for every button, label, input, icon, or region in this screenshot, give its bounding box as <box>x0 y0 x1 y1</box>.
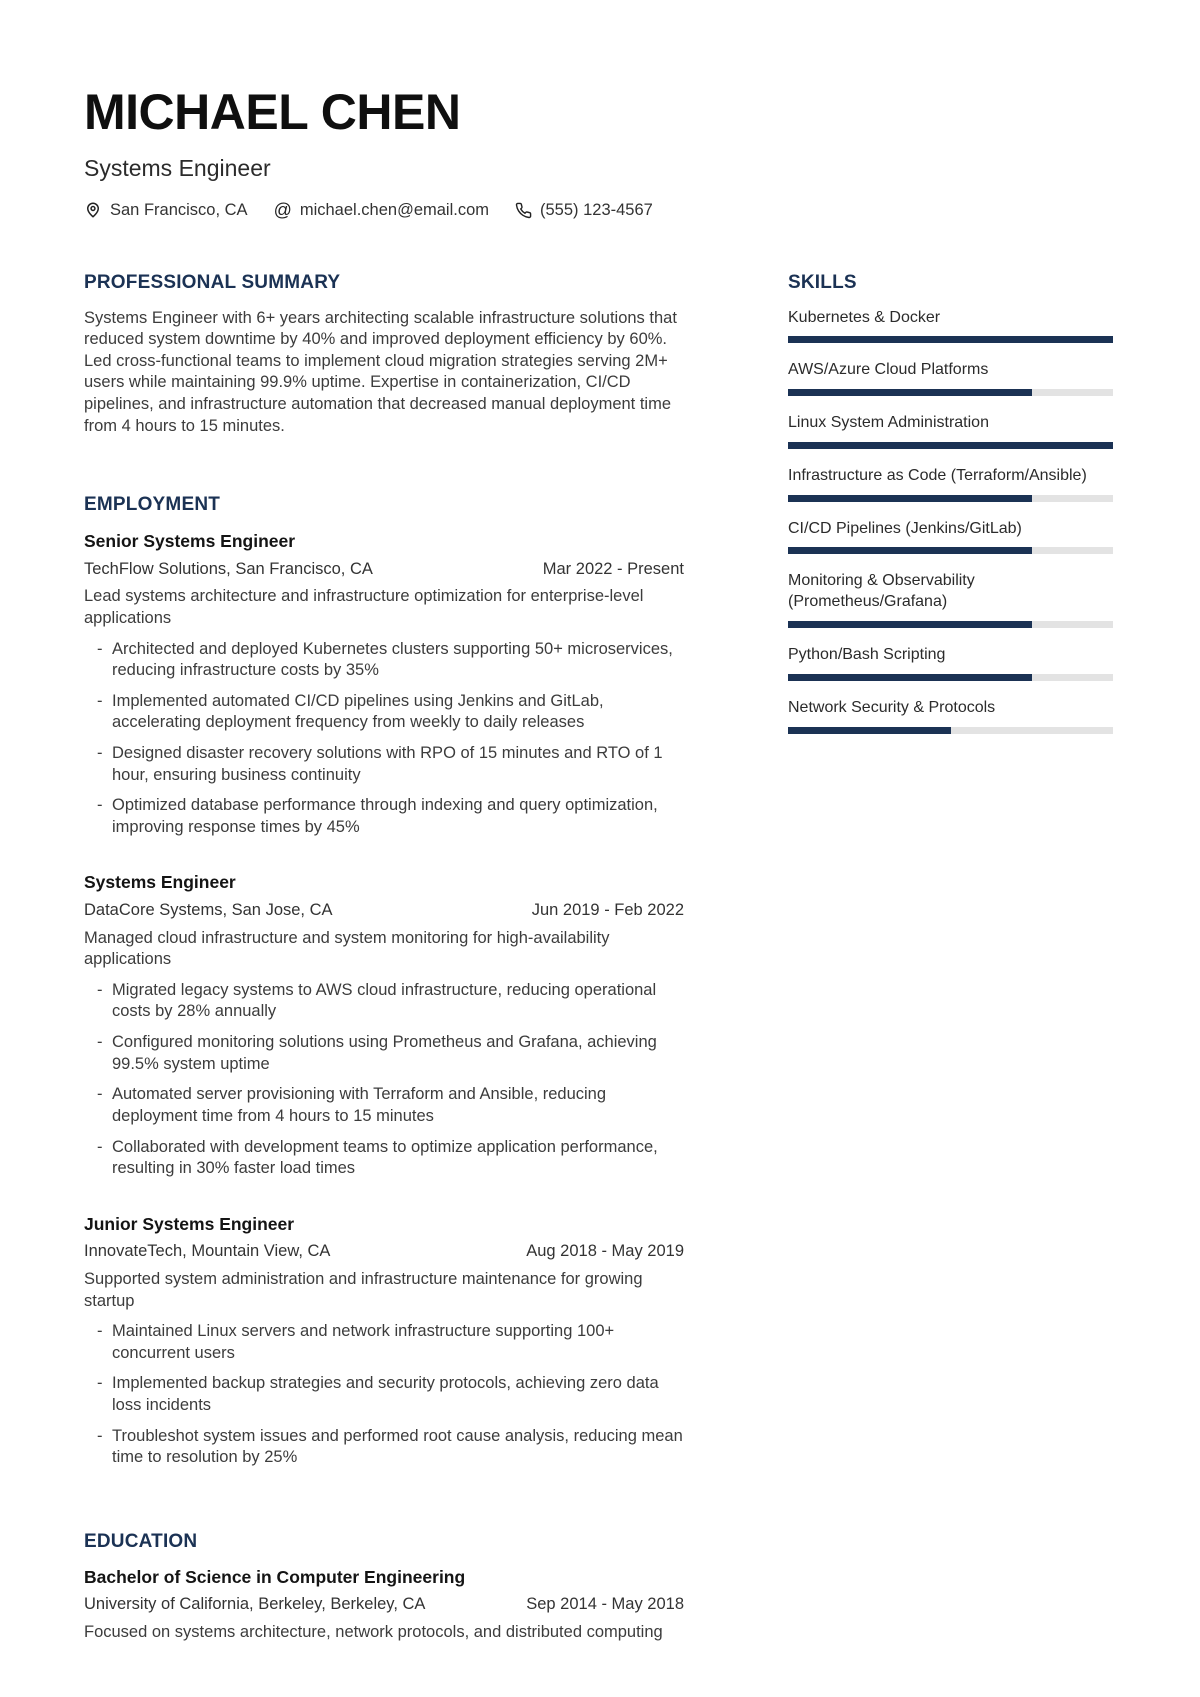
skill-item <box>788 360 1113 396</box>
job-title: Junior Systems Engineer <box>84 1213 295 1234</box>
skill-item <box>788 413 1113 449</box>
skill-bar-fill <box>788 442 1113 449</box>
email-text: michael.chen@email.com <box>299 200 489 219</box>
job-bullet: - Implemented backup strategies and security protocols, achieving zero data loss incidents <box>84 1373 684 1416</box>
skills-heading: SKILLS <box>788 271 857 293</box>
job-bullet: - Maintained Linux servers and network infrastructure supporting 100+ concurrent users <box>84 1321 684 1364</box>
contact-row <box>84 201 1113 220</box>
skill-bar-track <box>788 389 1113 396</box>
job-bullet: - Implemented automated CI/CD pipelines using Jenkins and GitLab, accelerating deployment frequency from weekly to daily releases <box>84 691 684 734</box>
job-bullets <box>84 1321 684 1469</box>
skill-bar-fill <box>788 727 951 734</box>
job-entry <box>84 871 684 1179</box>
education-section <box>84 1531 684 1644</box>
summary-heading: PROFESSIONAL SUMMARY <box>84 271 341 293</box>
resume-header <box>84 86 1113 220</box>
location-text: San Francisco, CA <box>110 200 248 219</box>
job-title: Systems Engineer <box>84 872 236 893</box>
main-column <box>84 272 684 1644</box>
skill-bar-fill <box>788 336 1113 343</box>
job-dates: Mar 2022 - Present <box>542 559 684 578</box>
job-dates: Aug 2018 - May 2019 <box>526 1242 684 1261</box>
education-dates: Sep 2014 - May 2018 <box>526 1594 684 1613</box>
education-degree: Bachelor of Science in Computer Engineering <box>84 1566 466 1587</box>
contact-email <box>274 201 489 220</box>
contact-phone <box>515 201 653 220</box>
skill-bar-track <box>788 727 1113 734</box>
job-entry <box>84 530 684 838</box>
content-columns <box>84 272 1113 1644</box>
job-bullet: - Migrated legacy systems to AWS cloud infrastructure, reducing operational costs by 28% annually <box>84 980 684 1023</box>
job-bullets <box>84 639 684 839</box>
job-bullet: - Troubleshot system issues and performed root cause analysis, reducing mean time to resolution by 25% <box>84 1426 684 1469</box>
job-bullet: - Designed disaster recovery solutions with RPO of 15 minutes and RTO of 1 hour, ensuring business continuity <box>84 743 684 786</box>
candidate-title: Systems Engineer <box>84 154 271 181</box>
skill-bar-track <box>788 621 1113 628</box>
skill-item <box>788 308 1113 344</box>
skill-bar-fill <box>788 674 1032 681</box>
skill-item <box>788 698 1113 734</box>
location-pin-icon <box>84 201 102 219</box>
job-description: Lead systems architecture and infrastructure optimization for enterprise-level applications <box>84 587 644 627</box>
skills-sidebar <box>788 272 1113 1644</box>
skill-label: Infrastructure as Code (Terraform/Ansible) <box>788 466 1087 484</box>
candidate-name: MICHAEL CHEN <box>84 84 461 140</box>
job-description: Managed cloud infrastructure and system monitoring for high-availability applications <box>84 928 610 969</box>
employment-section <box>84 494 684 1469</box>
job-bullets <box>84 980 684 1180</box>
education-meta <box>84 1594 684 1615</box>
job-description: Supported system administration and infrastructure maintenance for growing startup <box>84 1269 643 1310</box>
skill-bar-fill <box>788 495 1032 502</box>
skill-item <box>788 645 1113 681</box>
skill-label: Linux System Administration <box>788 414 989 432</box>
skill-label: AWS/Azure Cloud Platforms <box>788 361 989 379</box>
skill-bar-track <box>788 442 1113 449</box>
education-school: University of California, Berkeley, Berkeley, CA <box>84 1594 426 1613</box>
skill-bar-fill <box>788 389 1032 396</box>
job-bullet: - Configured monitoring solutions using Prometheus and Grafana, achieving 99.5% system uptime <box>84 1032 684 1075</box>
summary-text: Systems Engineer with 6+ years architecting scalable infrastructure solutions that reduced system downtime by 40% and improved deployment efficiency by 60%. Led cross-functional teams to implement cloud migration strategies serving 2M+ users while maintaining 99.9% uptime. Expertise in containerization, CI/CD pipelines, and infrastructure automation that decreased manual deployment time from 4 hours to 15 minutes. <box>84 308 677 435</box>
skill-bar-track <box>788 336 1113 343</box>
skill-bar-fill <box>788 621 1032 628</box>
employment-heading: EMPLOYMENT <box>84 494 221 516</box>
skill-bar-fill <box>788 547 1032 554</box>
skill-item <box>788 571 1113 628</box>
job-company: TechFlow Solutions, San Francisco, CA <box>84 559 373 578</box>
job-entry <box>84 1213 684 1469</box>
skill-item <box>788 519 1113 555</box>
job-bullet: - Automated server provisioning with Terraform and Ansible, reducing deployment time from 4 hours to 15 minutes <box>84 1084 684 1127</box>
education-heading: EDUCATION <box>84 1530 198 1552</box>
job-dates: Jun 2019 - Feb 2022 <box>531 901 684 920</box>
job-bullet: - Architected and deployed Kubernetes clusters supporting 50+ microservices, reducing infrastructure costs by 35% <box>84 639 684 682</box>
job-company: InnovateTech, Mountain View, CA <box>84 1242 331 1261</box>
skill-label: Network Security & Protocols <box>788 698 996 716</box>
skill-item <box>788 466 1113 502</box>
job-meta <box>84 559 684 580</box>
skill-label: CI/CD Pipelines (Jenkins/GitLab) <box>788 519 1022 537</box>
job-meta <box>84 900 684 921</box>
summary-section <box>84 272 684 438</box>
job-bullet: - Collaborated with development teams to optimize application performance, resulting in 30% faster load times <box>84 1137 684 1180</box>
education-description: Focused on systems architecture, network protocols, and distributed computing <box>84 1623 663 1642</box>
phone-icon <box>515 202 532 219</box>
job-bullet: - Optimized database performance through indexing and query optimization, improving response times by 45% <box>84 795 684 838</box>
job-meta <box>84 1241 684 1262</box>
skill-label: Python/Bash Scripting <box>788 646 946 664</box>
job-company: DataCore Systems, San Jose, CA <box>84 901 333 920</box>
contact-location <box>84 201 248 220</box>
job-title: Senior Systems Engineer <box>84 531 296 552</box>
skill-bar-track <box>788 674 1113 681</box>
skill-bar-track <box>788 547 1113 554</box>
email-at-icon: @ <box>273 200 292 220</box>
skill-bar-track <box>788 495 1113 502</box>
skill-label: Kubernetes & Docker <box>788 308 941 326</box>
skill-label: Monitoring & Observability (Prometheus/Grafana) <box>788 572 975 611</box>
phone-text: (555) 123-4567 <box>540 200 653 219</box>
